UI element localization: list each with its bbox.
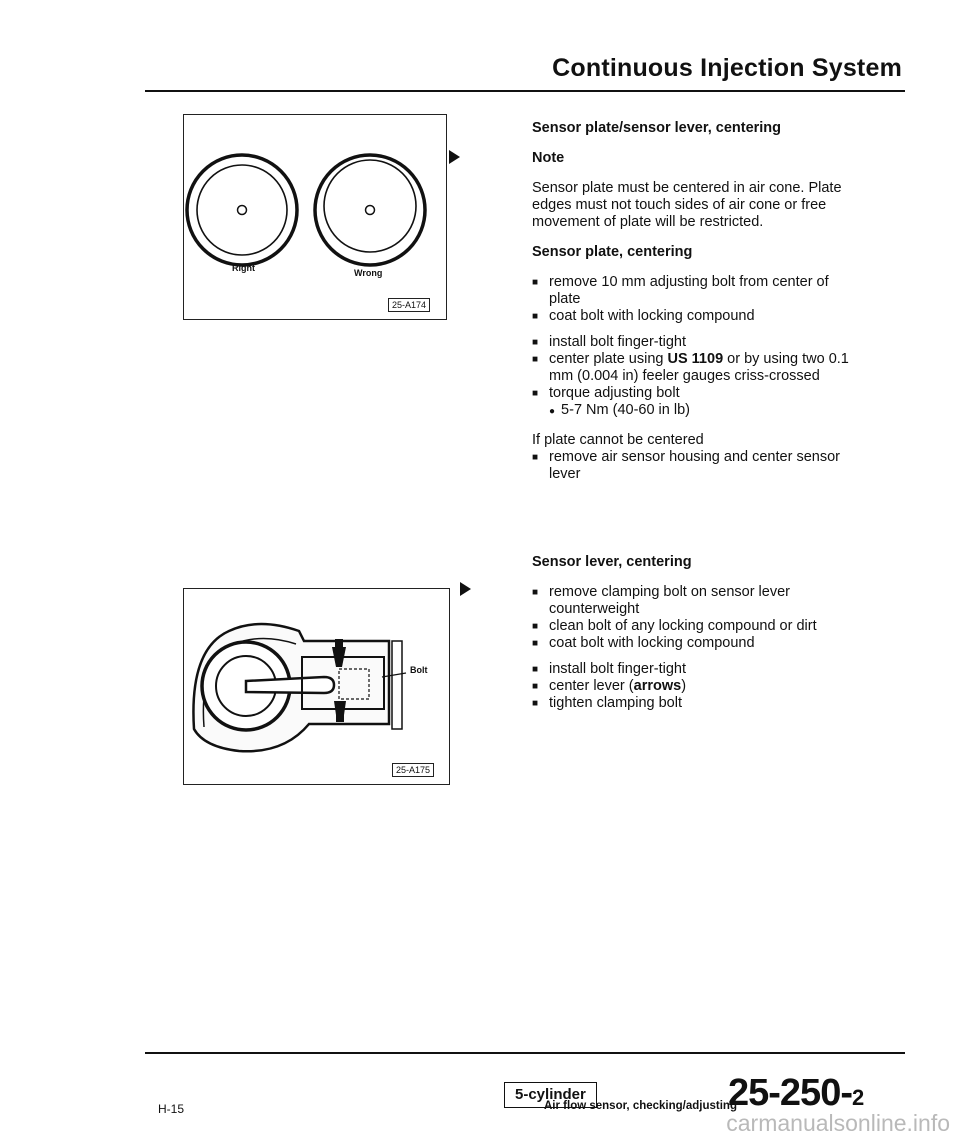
- figure-code: 25-A174: [388, 298, 430, 312]
- note-text: Sensor plate must be centered in air cone. Plate edges must not touch sides of air cone or free movement of plate will be restricted.: [532, 180, 842, 230]
- subheading: Sensor plate, centering: [532, 244, 693, 260]
- note-label: Note: [532, 150, 565, 166]
- pointer-arrow-icon: [449, 150, 460, 164]
- step-text: center lever (: [549, 678, 634, 694]
- page-number-suffix: 2: [851, 1085, 864, 1110]
- list-item: ■ remove 10 mm adjusting bolt from center of plate: [532, 274, 862, 308]
- list-item: [532, 678, 862, 695]
- list-item: ■ clean bolt of any locking compound or dirt: [532, 618, 862, 635]
- header-rule: [145, 90, 905, 92]
- torque-value: [532, 402, 862, 420]
- section-sensor-lever: [532, 554, 862, 712]
- list-item: ■ install bolt finger-tight: [532, 661, 862, 678]
- step-text: ): [681, 678, 687, 694]
- list-item: ■ install bolt finger-tight: [532, 334, 862, 351]
- section-heading: Sensor plate/sensor lever, centering: [532, 120, 782, 136]
- label-right: Right: [232, 263, 255, 273]
- list-item: ■ coat bolt with locking compound: [532, 308, 862, 325]
- figure-sensor-plate: [183, 114, 447, 320]
- label-bolt: Bolt: [410, 665, 428, 675]
- step-text: center plate using: [549, 351, 668, 367]
- footer-title: Air flow sensor, checking/adjusting: [544, 1100, 737, 1112]
- if-list: [532, 449, 862, 483]
- step-text: or by using two 0.1 mm (0.004 in) feeler gauges criss-crossed: [549, 351, 849, 384]
- footer-variant-box: 5-cylinder: [504, 1082, 597, 1108]
- figure-sensor-lever: [183, 588, 450, 785]
- torque-text: 5-7 Nm (40-60 in lb): [561, 402, 690, 418]
- if-text: If plate cannot be centered: [532, 432, 704, 448]
- section-heading: Sensor lever, centering: [532, 554, 692, 570]
- list-item: ■ torque adjusting bolt: [532, 385, 862, 402]
- sensor-plate-diagram: [184, 115, 446, 319]
- step-emphasis: arrows: [633, 678, 682, 694]
- pointer-arrow-icon: [460, 582, 471, 596]
- watermark: carmanualsonline.info: [726, 1110, 950, 1136]
- list-item: ■ coat bolt with locking compound: [532, 635, 862, 652]
- footer-code: H-15: [158, 1102, 185, 1116]
- list-item: ■ remove clamping bolt on sensor lever counterweight: [532, 584, 862, 618]
- footer-rule: [145, 1052, 905, 1054]
- list-item: [532, 351, 862, 385]
- list-item: ■ tighten clamping bolt: [532, 695, 862, 712]
- page-title: Continuous Injection System: [552, 54, 902, 82]
- tool-number: US 1109: [667, 351, 724, 367]
- section-sensor-plate: [532, 120, 862, 483]
- label-wrong: Wrong: [354, 268, 383, 278]
- page-number-main: 25-250-: [728, 1072, 852, 1114]
- step-list: [532, 584, 862, 712]
- step-list: [532, 274, 862, 402]
- sensor-lever-diagram: [184, 589, 449, 784]
- figure-code: 25-A175: [392, 763, 434, 777]
- page-number: [728, 1072, 863, 1115]
- list-item: ■ remove air sensor housing and center sensor lever: [532, 449, 862, 483]
